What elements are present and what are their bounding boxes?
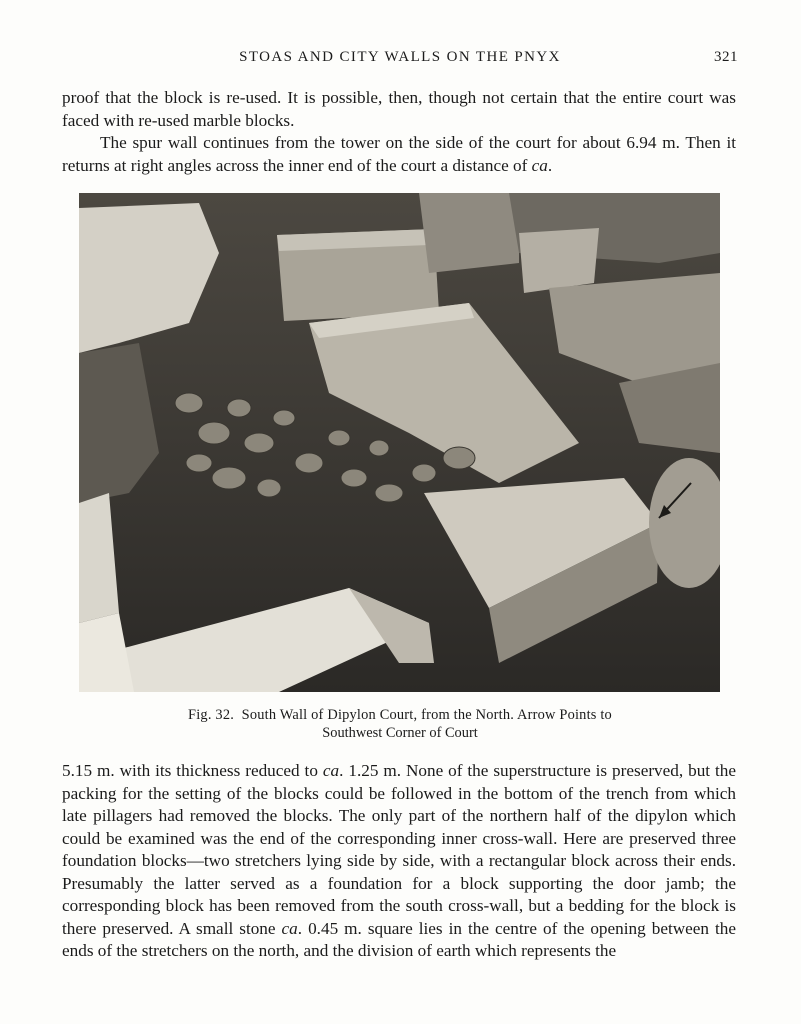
abbrev-ca-2: ca — [281, 918, 298, 938]
figure-photo — [79, 193, 720, 692]
caption-text-1: South Wall of Dipylon Court, from the North. Arrow Points to — [241, 707, 612, 723]
page-number: 321 — [714, 49, 738, 65]
paragraph-1 — [62, 87, 736, 177]
paragraph-2-text — [62, 132, 736, 177]
paragraph-3-seg-3: . 0.45 m. square lies in the centre of the opening between the ends of the stretchers on the north, and the division of earth which represents the — [62, 918, 736, 960]
caption-line-1 — [62, 706, 738, 724]
paragraph-2-start: The spur wall continues from the tower on the side of the court for about 6.94 m. Then it returns at right angles across the inner end of the court a distance of — [62, 133, 736, 175]
paragraph-1-line-1: proof that the block is re-used. It is possible, then, though not certain that the entire court was faced with re-used marble blocks. — [62, 88, 736, 130]
paragraph-3-text — [62, 760, 736, 963]
running-title: STOAS AND CITY WALLS ON THE PNYX — [239, 49, 561, 65]
paragraph-3-seg-1: 5.15 m. with its thickness reduced to — [62, 761, 323, 780]
paragraph-2-end: . — [547, 155, 553, 175]
caption-line-2: Southwest Corner of Court — [322, 725, 478, 741]
figure-label: Fig. 32. — [188, 707, 235, 723]
abbrev-ca-1: ca — [322, 761, 340, 780]
figure-caption — [62, 706, 738, 742]
paragraph-3 — [62, 760, 736, 963]
excavation-photo-illustration — [79, 193, 720, 692]
paragraph-3-seg-2: . 1.25 m. None of the superstructure is preserved, but the packing for the setting of the blocks could be followed in the bottom of the trench from which late pillagers had removed the blocks. The only part of the northern half of the dipylon which could be examined was the end of the corresponding inner cross-wall. Here are preserved three foundation blocks—two stretchers lying side by side, with a rectangular block across their ends. Presumably the latter served as a foundation for a block supporting the door jamb; the corresponding block has been removed from the south cross-wall, but a bedding for the block is there preserved. A small stone — [62, 761, 736, 938]
abbrev-ca: ca — [531, 155, 548, 175]
paragraph-1-text — [62, 87, 736, 132]
